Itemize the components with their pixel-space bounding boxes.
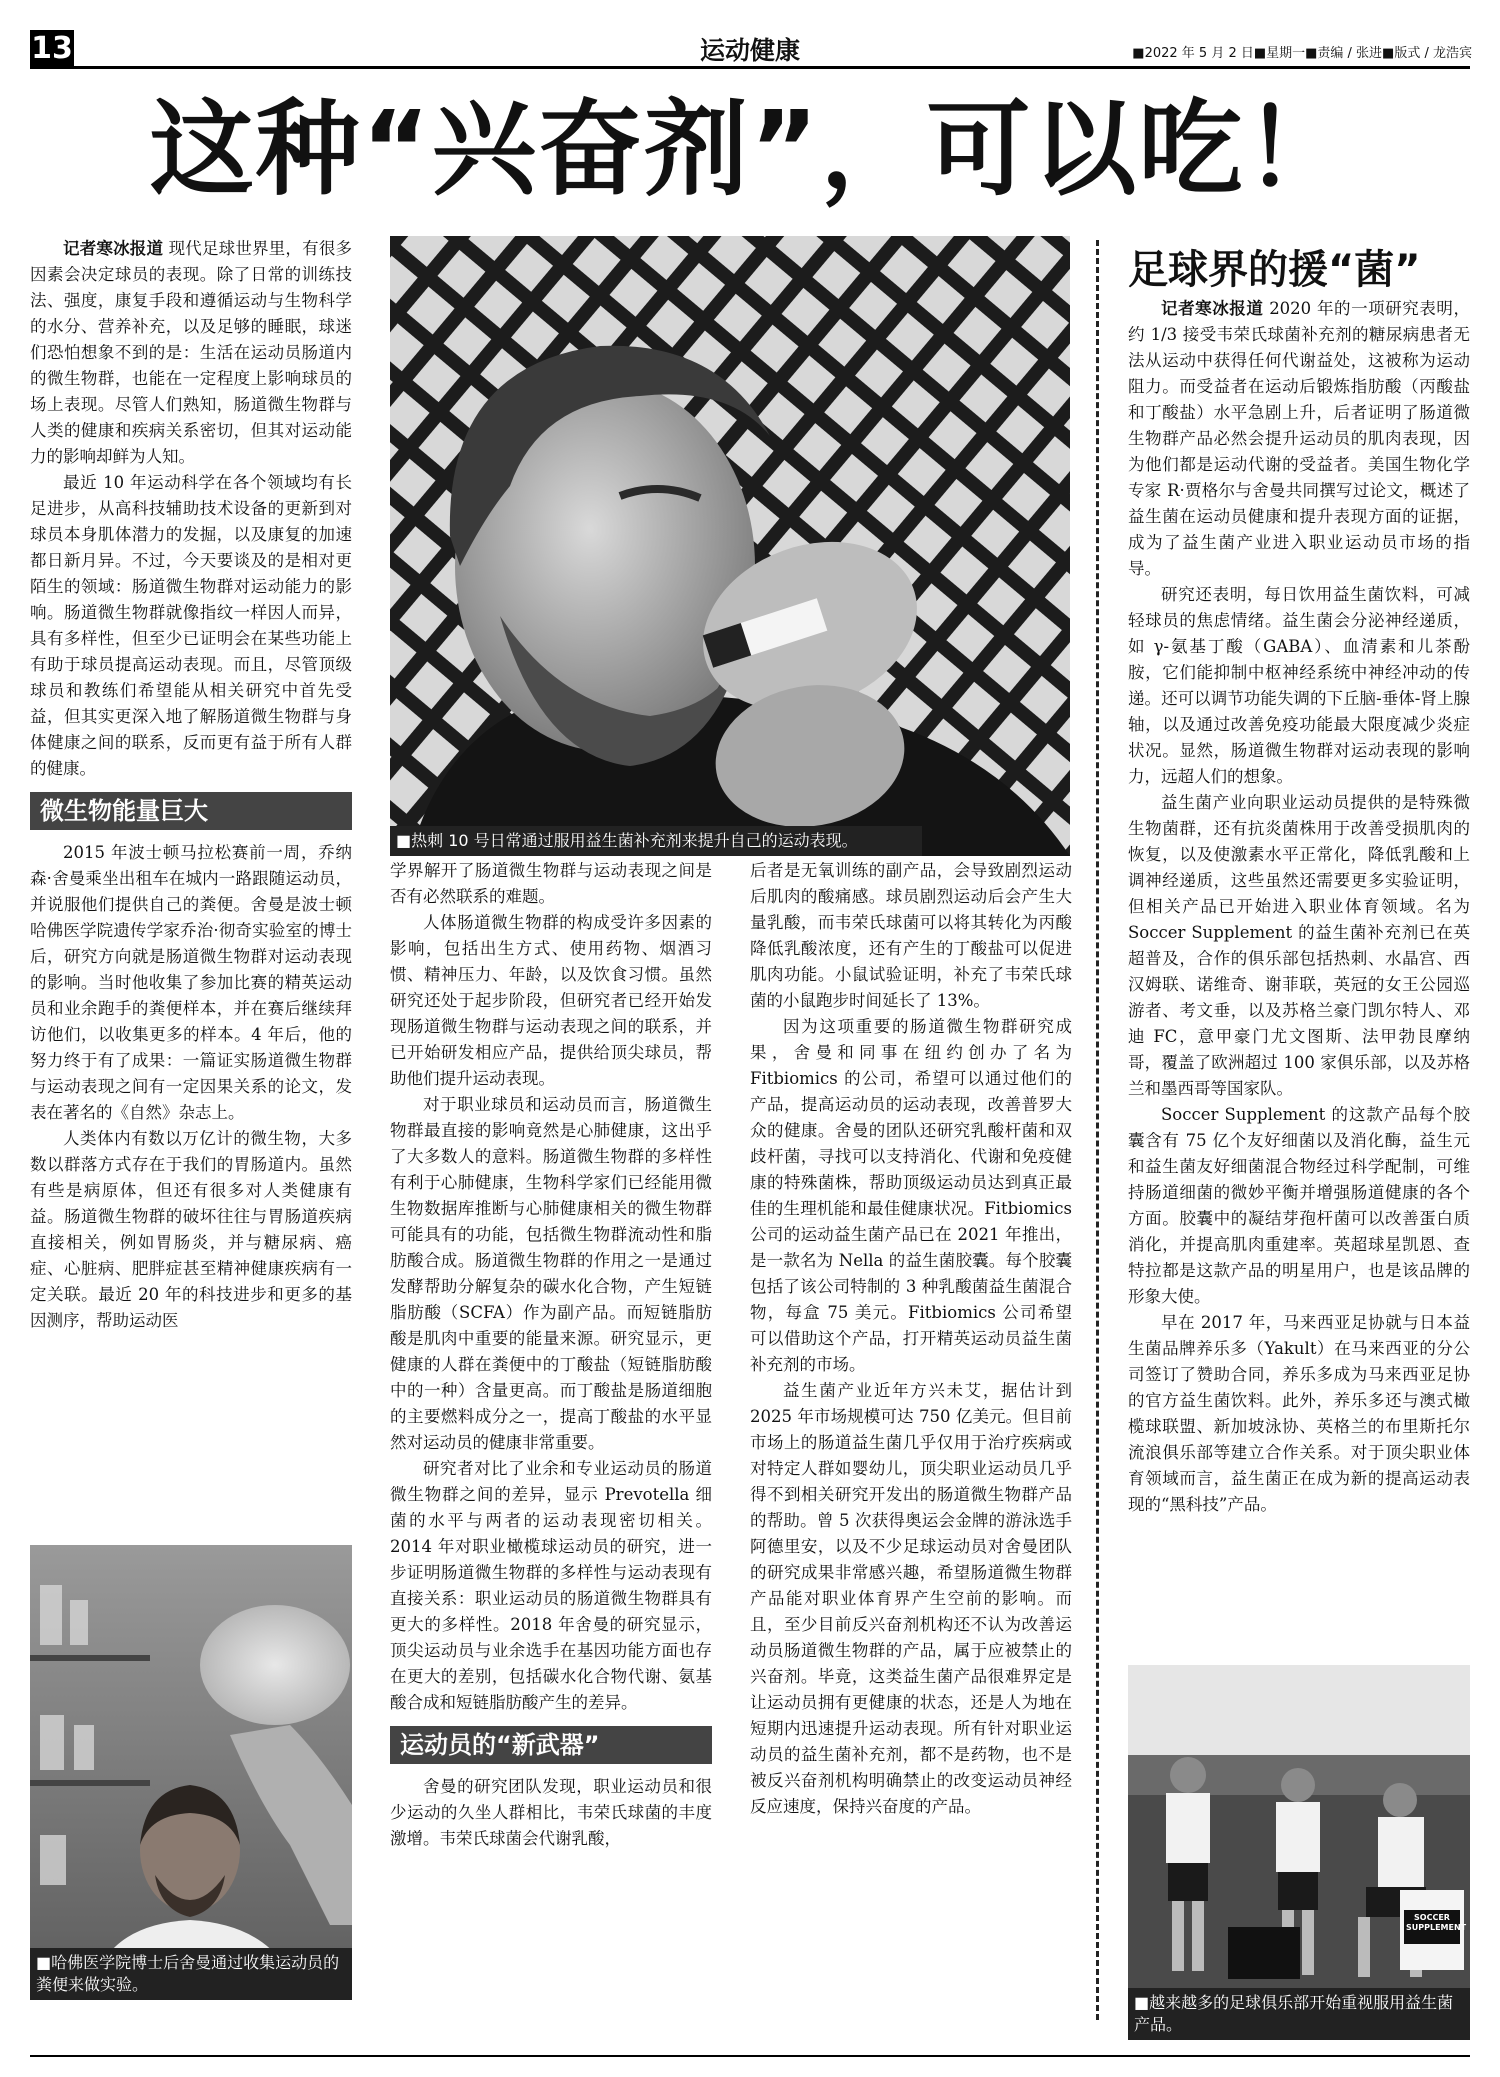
- left-paragraph-3: 2015 年波士顿马拉松赛前一周，乔纳森·舍曼乘坐出租车在城内一路跟随运动员，并说服他们提供自己的粪便。舍曼是波士顿哈佛医学院遗传学家乔治·彻奇实验室的博士后，研究方向就是肠道微生物群对运动表现的影响。当时他收集了参加比赛的精英运动员和业余跑手的粪便样本，并在赛后继续拜访他们，以收集更多的样本。4 年后，他的努力终于有了成果：一篇证实肠道微生物群与运动表现之间有一定因果关系的论文，发表在著名的《自然》杂志上。: [30, 843, 352, 1122]
- headline: 这种“兴奋剂”，可以吃！: [149, 88, 1351, 210]
- third-paragraph-3: 益生菌产业近年方兴未艾，据估计到 2025 年市场规模可达 750 亿美元。但目前市场上的肠道益生菌几乎仅用于治疗疾病或对特定人群如婴幼儿，顶尖职业运动员几乎得不到相关研究开发出的肠道微生物群产品的帮助。曾 5 次获得奥运会金牌的游泳选手阿德里安，以及不少足球运动员对舍曼团队的研究成果非常感兴趣，希望肠道微生物群产品能对职业体育界产生空前的影响。而且，至少目前反兴奋剂机构还不认为改善运动员肠道微生物群的产品，属于应被禁止的兴奋剂。毕竟，这类益生菌产品很难界定是让运动员拥有更健康的状态，还是人为地在短期内迅速提升运动表现。所有针对职业运动员的益生菌补充剂，都不是药物，也不是被反兴奋剂机构明确禁止的改变运动员神经反应速度，保持兴奋度的产品。: [750, 1381, 1072, 1816]
- third-paragraph-1: 后者是无氧训练的副产品，会导致剧烈运动后肌肉的酸痛感。球员剧烈运动后会产生大量乳酸，而韦荣氏球菌可以将其转化为丙酸降低乳酸浓度，还有产生的丁酸盐可以促进肌肉功能。小鼠试验证明，补充了韦荣氏球菌的小鼠跑步时间延长了 13%。: [750, 861, 1072, 1010]
- column-divider: [1096, 240, 1099, 2020]
- left-paragraph-4: 人类体内有数以万亿计的微生物，大多数以群落方式存在于我们的胃肠道内。虽然有些是病原体，但还有很多对人类健康有益。肠道微生物群的破坏往往与胃肠道疾病直接相关，例如胃肠炎，并与糖尿病、癌症、心脏病、肥胖症甚至精神健康疾病有一定关联。最近 20 年的科技进步和更多的基因测序，帮助运动医: [30, 1129, 352, 1330]
- right-paragraph-5: 早在 2017 年，马来西亚足协就与日本益生菌品牌养乐多（Yakult）在马来西亚的分公司签订了赞助合同，养乐多成为马来西亚足协的官方益生菌饮料。此外，养乐多还与澳式橄榄球联盟、新加坡泳协、英格兰的布里斯托尔流浪俱乐部等建立合作关系。对于顶尖职业体育领域而言，益生菌正在成为新的提高运动表现的“黑科技”产品。: [1128, 1313, 1470, 1514]
- main-photo: [390, 236, 1070, 856]
- right-paragraph-3: 益生菌产业向职业运动员提供的是特殊微生物菌群，还有抗炎菌株用于改善受损肌肉的恢复，以及使激素水平正常化，降低乳酸和上调神经递质，这些虽然还需要更多实验证明，但相关产品已开始进入职业体育领域。名为 Soccer Supplement 的益生菌补充剂已在英超普及，合作的俱乐部包括热刺、水晶宫、西汉姆联、诺维奇、谢菲联，英冠的女王公园巡游者、考文垂，以及苏格兰豪门凯尔特人、邓迪 FC，意甲豪门尤文图斯、法甲勃艮摩纳哥，覆盖了欧洲超过 100 家俱乐部，以及苏格兰和墨西哥等国家队。: [1128, 793, 1470, 1098]
- subhead-new-weapon: 运动员的“新武器”: [390, 1726, 712, 1764]
- middle-paragraph-3: 对于职业球员和运动员而言，肠道微生物群最直接的影响竟然是心肺健康，这出乎了大多数人的意料。肠道微生物群的多样性有利于心肺健康，生物科学家们已经能用微生物数据库推断与心肺健康相关的微生物群可能具有的功能，包括微生物群流动性和脂肪酸合成。肠道微生物群的作用之一是通过发酵帮助分解复杂的碳水化合物，产生短链脂肪酸（SCFA）作为副产品。而短链脂肪酸是肌肉中重要的能量来源。研究显示，更健康的人群在粪便中的丁酸盐（短链脂肪酸中的一种）含量更高。而丁酸盐是肠道细胞的主要燃料成分之一，提高丁酸盐的水平显然对运动员的健康非常重要。: [390, 1095, 712, 1452]
- lab-scene-image: [30, 1545, 352, 2000]
- middle-paragraph-5: 舍曼的研究团队发现，职业运动员和很少运动的久坐人群相比，韦荣氏球菌的丰度激增。韦荣氏球菌会代谢乳酸，: [390, 1777, 712, 1848]
- lab-photo-caption: ■哈佛医学院博士后舍曼通过收集运动员的粪便来做实验。: [30, 1948, 352, 2000]
- lab-photo: [30, 1545, 352, 2000]
- kane-photo-image: [390, 236, 1070, 856]
- right-paragraph-4: Soccer Supplement 的这款产品每个胶囊含有 75 亿个友好细菌以及消化酶，益生元和益生菌友好细菌混合物经过科学配制，可维持肠道细菌的微妙平衡并增强肠道健康的各个方面。胶囊中的凝结芽孢杆菌可以改善蛋白质消化，并提高肌肉重建率。英超球星凯恩、查特拉都是这款产品的明星用户，也是该品牌的形象大使。: [1128, 1105, 1470, 1306]
- header-rule: [30, 66, 1470, 69]
- middle-column: [390, 858, 712, 1852]
- left-paragraph-2: 最近 10 年运动科学在各个领域均有长足进步，从高科技辅助技术设备的更新到对球员本身肌体潜力的发掘，以及康复的加速都日新月异。不过，今天要谈及的是相对更陌生的领域：肠道微生物群对运动能力的影响。肠道微生物群就像指纹一样因人而异，具有多样性，但至少已证明会在某些功能上有助于球员提高运动表现。而且，尽管顶级球员和教练们希望能从相关研究中首先受益，但其实更深入地了解肠道微生物群与身体健康之间的联系，反而更有益于所有人群的健康。: [30, 473, 352, 778]
- left-column: [30, 236, 352, 1334]
- team-photo-caption: ■越来越多的足球俱乐部开始重视服用益生菌产品。: [1128, 1988, 1470, 2040]
- middle-paragraph-1: 学界解开了肠道微生物群与运动表现之间是否有必然联系的难题。: [390, 861, 712, 906]
- right-paragraph-1: [1128, 296, 1470, 582]
- third-column: [750, 858, 1072, 1820]
- footer-rule: [30, 2055, 1470, 2057]
- middle-paragraph-4: 研究者对比了业余和专业运动员的肠道微生物群之间的差异，显示 Prevotella 细菌的水平与两者的运动表现密切相关。2014 年对职业橄榄球运动员的研究，进一步证明肠道微生物群的多样性与运动表现有直接关系：职业运动员的肠道微生物群具有更大的多样性。2018 年舍曼的研究显示，顶尖运动员与业余选手在基因功能方面也存在更大的差别，包括碳水化合物代谢、氨基酸合成和短链脂肪酸产生的差异。: [390, 1459, 712, 1712]
- middle-paragraph-2: 人体肠道微生物群的构成受许多因素的影响，包括出生方式、使用药物、烟酒习惯、精神压力、年龄，以及饮食习惯。虽然研究还处于起步阶段，但研究者已经开始发现肠道微生物群与运动表现之间的联系，并已开始研发相应产品，提供给顶尖球员，帮助他们提升运动表现。: [390, 913, 712, 1088]
- page-number: 13: [31, 31, 73, 66]
- supplement-box-label: SOCCER SUPPLEMENT: [1406, 1913, 1467, 1932]
- main-photo-caption: ■热刺 10 号日常通过服用益生菌补充剂来提升自己的运动表现。: [390, 826, 922, 856]
- right-paragraph-2: 研究还表明，每日饮用益生菌饮料，可减轻球员的焦虑情绪。益生菌会分泌神经递质，如 γ-氨基丁酸（GABA）、血清素和儿茶酚胺，它们能抑制中枢神经系统中神经冲动的传递。还可以调节功能失调的下丘脑-垂体-肾上腺轴，以及通过改善免疫功能最大限度减少炎症状况。显然，肠道微生物群对运动表现的影响力，远超人们的想象。: [1128, 585, 1470, 786]
- players-scene-image: [1128, 1665, 1470, 2040]
- team-photo: [1128, 1665, 1470, 2040]
- right-article-title: 足球界的援“菌”: [1128, 247, 1421, 293]
- third-paragraph-2: 因为这项重要的肠道微生物群研究成果，舍曼和同事在纽约创办了名为 Fitbiomics 的公司，希望可以通过他们的产品，提高运动员的运动表现，改善普罗大众的健康。舍曼的团队还研究乳酸杆菌和双歧杆菌，寻找可以支持消化、代谢和免疫健康的特殊菌株，帮助顶级运动员达到真正最佳的生理机能和最佳健康状况。Fitbiomics 公司的运动益生菌产品已在 2021 年推出，是一款名为 Nella 的益生菌胶囊。每个胶囊包括了该公司特制的 3 种乳酸菌益生菌混合物，每盒 75 美元。Fitbiomics 公司希望可以借助这个产品，打开精英运动员益生菌补充剂的市场。: [750, 1017, 1072, 1374]
- left-paragraph-1: [30, 236, 352, 470]
- right-column: [1128, 296, 1470, 1518]
- left-byline: 记者寒冰报道: [63, 239, 164, 258]
- dateline: ■2022 年 5 月 2 日■星期一■责编 / 张进■版式 / 龙浩宾: [1132, 46, 1472, 61]
- subhead-microbe-energy: 微生物能量巨大: [30, 792, 352, 830]
- section-title: 运动健康: [699, 36, 800, 65]
- left-p1-text: 现代足球世界里，有很多因素会决定球员的表现。除了日常的训练技法、强度，康复手段和遵循运动与生物科学的水分、营养补充，以及足够的睡眠，球迷们恐怕想象不到的是：生活在运动员肠道内的微生物群，也能在一定程度上影响球员的场上表现。尽管人们熟知，肠道微生物群与人类的健康和疾病关系密切，但其对运动能力的影响却鲜为人知。: [30, 239, 353, 466]
- right-byline: 记者寒冰报道: [1161, 299, 1264, 318]
- right-p1-text: 2020 年的一项研究表明，约 1/3 接受韦荣氏球菌补充剂的糖尿病患者无法从运动中获得任何代谢益处，这被称为运动阻力。而受益者在运动后锻炼指肪酸（丙酸盐和丁酸盐）水平急剧上升，后者证明了肠道微生物群产品必然会提升运动员的肌肉表现，因为他们都是运动代谢的受益者。美国生物化学专家 R·贾格尔与舍曼共同撰写过论文，概述了益生菌在运动员健康和提升表现方面的证据，成为了益生菌产业进入职业运动员市场的指导。: [1128, 299, 1470, 578]
